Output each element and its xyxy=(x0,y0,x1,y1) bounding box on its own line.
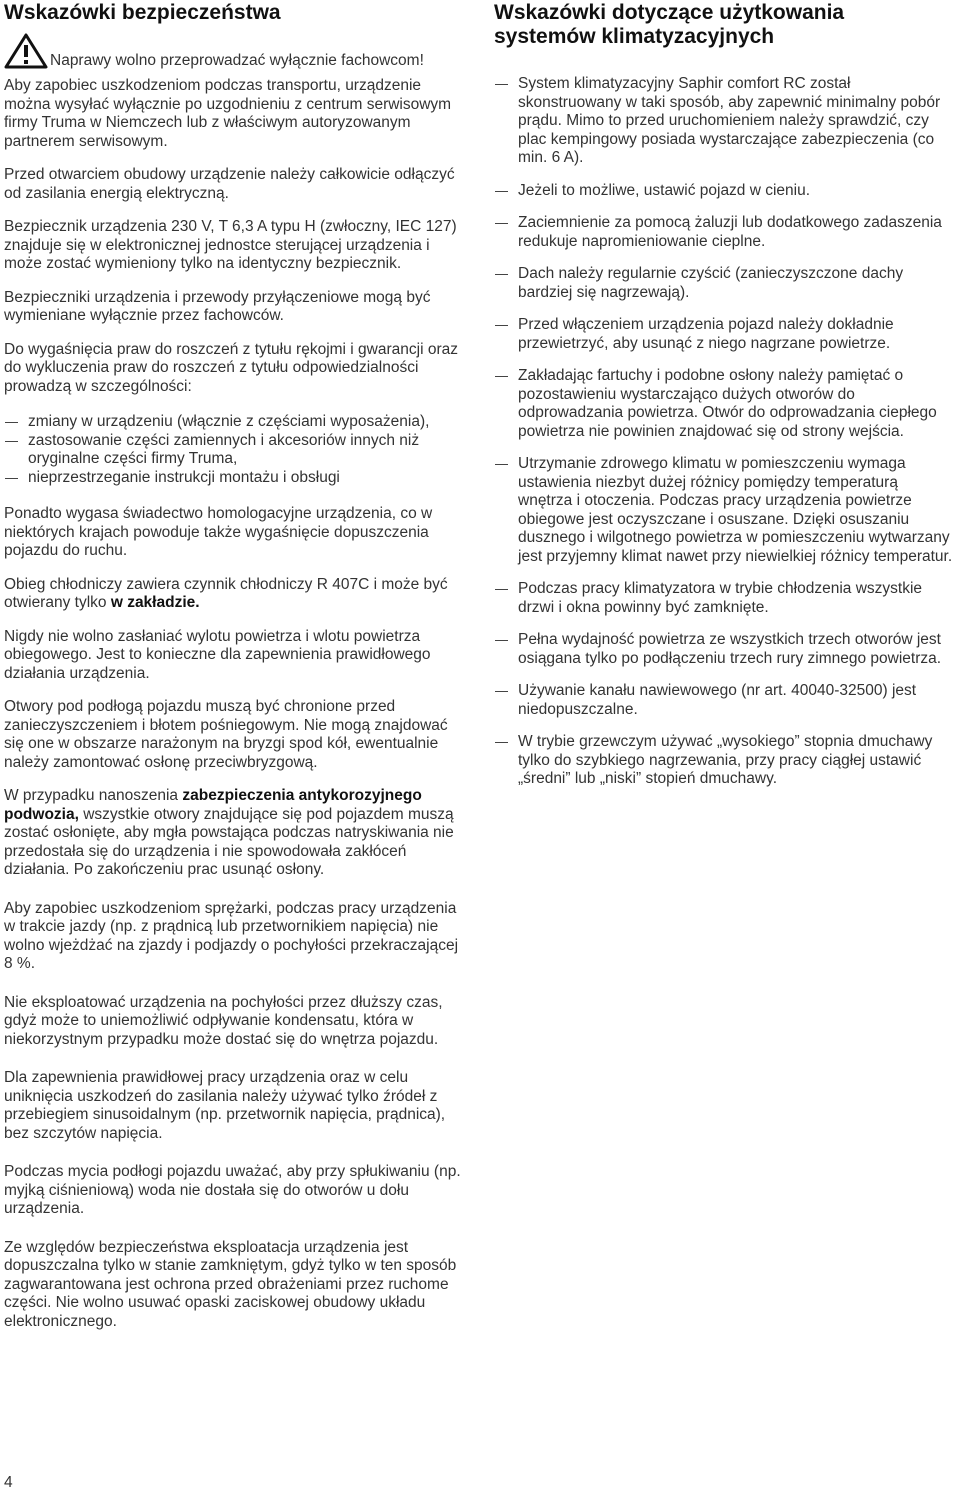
paragraph-floor-openings: Otwory pod podłogą pojazdu muszą być chronione przed zanieczyszczeniem i błotem pośniegowym. Nie mogą znajdować się one w obszarze narażonym na bryzgi spod kół, ewentualnie należy zamontować osłonę przeciwbryzgową. xyxy=(4,698,448,771)
paragraph-fuse-replacement: Bezpieczniki urządzenia i przewody przyłączeniowe mogą być wymieniane wyłącznie przez fachowców. xyxy=(4,288,431,324)
list-item: Dach należy regularnie czyścić (zanieczyszczone dachy bardziej się nagrzewają). xyxy=(494,265,954,302)
anticorrosion-bold: zabezpieczenia antykorozyjnego podwozia, xyxy=(4,787,422,823)
list-item: Przed włączeniem urządzenia pojazd należy dokładnie przewietrzyć, aby usunąć z niego nagrzane powietrze. xyxy=(494,316,954,353)
safety-title: Wskazówki bezpieczeństwa xyxy=(4,1,281,24)
warning-triangle-icon xyxy=(4,33,48,69)
left-column xyxy=(4,0,470,1346)
usage-title xyxy=(494,1,954,49)
paragraph-power-supply: Dla zapewnienia prawidłowej pracy urządzenia oraz w celu uniknięcia uszkodzeń do zasilania należy używać tylko źródeł z przebiegiem sinusoidalnym (np. przetwornik napięcia, prądnica), bez szczytów napięcia. xyxy=(4,1069,446,1142)
paragraph-homologation: Ponadto wygasa świadectwo homologacyjne urządzenia, co w niektórych krajach powoduje także wygaśnięcie dopuszczenia pojazdu do ruchu. xyxy=(4,505,433,559)
paragraph-anticorrosion xyxy=(4,787,470,880)
anticorrosion-post: wszystkie otwory znajdujące się pod pojazdem muszą zostać osłonięte, aby mgła powstająca podczas natryskiwania nie przedostała się do urządzenia i nie spowodowała zakłóceń działania. Po zakończeniu prac usunąć osłony. xyxy=(4,805,454,878)
usage-title-line1: Wskazówki dotyczące użytkowania xyxy=(494,1,845,24)
list-item: Utrzymanie zdrowego klimatu w pomieszczeniu wymaga ustawienia niezbyt dużej różnicy pomiędzy temperaturą wnętrza i otoczenia. Podczas pracy urządzenia powietrze obiegowe jest oczyszczane i osuszane. Dzięki osuszaniu dusznego i wilgotnego powietrza w pomieszczeniu wytwarzany jest przyjemny klimat nawet przy niewielkiej różnicy temperatur. xyxy=(494,455,954,566)
list-item: Używanie kanału nawiewowego (nr art. 40040-32500) jest niedopuszczalne. xyxy=(494,682,954,719)
paragraph-warranty: Do wygaśnięcia praw do roszczeń z tytułu rękojmi i gwarancji oraz do wykluczenia praw do roszczeń z tytułu odpowiedzialności prowadzą w szczególności: xyxy=(4,340,458,395)
list-item: W trybie grzewczym używać „wysokiego” stopnia dmuchawy tylko do szybkiego nagrzewania, przy pracy ciągłej ustawić „średni” lub „niski” stopień dmuchawy. xyxy=(494,733,954,789)
refrigerant-text: Obieg chłodniczy zawiera czynnik chłodniczy R 407C i może być otwierany tylko xyxy=(4,575,448,611)
paragraph-closed-operation: Ze względów bezpieczeństwa eksploatacja urządzenia jest dopuszczalna tylko w stanie zamkniętym, gdyż tylko w ten sposób zagwarantowana jest ochrona przed obrażeniami przez ruchome części. Nie wolno usuwać opaski zaciskowej obudowy układu elektronicznego. xyxy=(4,1238,457,1330)
list-item: Pełna wydajność powietrza ze wszystkich trzech otworów jest osiągana tylko po podłączeniu trzech rury zimnego powietrza. xyxy=(494,631,954,668)
list-item: Zaciemnienie za pomocą żaluzji lub dodatkowego zadaszenia redukuje napromieniowanie cieplne. xyxy=(494,214,954,251)
paragraph-washing: Podczas mycia podłogi pojazdu uważać, aby przy spłukiwaniu (np. myjką ciśnieniową) woda nie dostała się do otworów u dołu urządzenia. xyxy=(4,1163,461,1217)
list-item: System klimatyzacyjny Saphir comfort RC został skonstruowany w taki sposób, aby zapewnić minimalny pobór prądu. Mimo to przed uruchomieniem należy sprawdzić, czy plac kempingowy posiada wystarczające zabezpieczenia (co min. 6 A). xyxy=(494,75,954,168)
list-item: zmiany w urządzeniu (włącznie z częściami wyposażenia), xyxy=(4,413,470,432)
warranty-list xyxy=(4,413,470,487)
list-item: nieprzestrzeganie instrukcji montażu i obsługi xyxy=(4,469,470,488)
refrigerant-bold: w zakładzie. xyxy=(110,594,200,611)
paragraph-slope: Nie eksploatować urządzenia na pochyłości przez dłuższy czas, gdyż może to uniemożliwić odpływanie kondensatu, która w niekorzystnym przypadku może dostać się do wnętrza pojazdu. xyxy=(4,993,443,1048)
list-item: Jeżeli to możliwe, ustawić pojazd w cieniu. xyxy=(494,182,954,201)
list-item: zastosowanie części zamiennych i akcesoriów innych niż oryginalne części firmy Truma, xyxy=(4,432,470,469)
paragraph-compressor: Aby zapobiec uszkodzeniom sprężarki, podczas pracy urządzenia w trakcie jazdy (np. z prądnicą lub przetwornikiem napięcia) nie wolno wjeżdżać na zjazdy i podjazdy o pochyłości przekraczającej 8 %. xyxy=(4,899,459,972)
paragraph-air-outlet: Nigdy nie wolno zasłaniać wylotu powietrza i wlotu powietrza obiegowego. Jest to konieczne dla zapewnienia prawidłowego działania urządzenia. xyxy=(4,627,431,682)
warning-text: Naprawy wolno przeprowadzać wyłącznie fachowcom! xyxy=(50,52,424,69)
warning-row xyxy=(4,33,470,77)
paragraph-fuse: Bezpiecznik urządzenia 230 V, T 6,3 A typu H (zwłoczny, IEC 127) znajduje się w elektronicznej jednostce sterującej urządzenia i może zostać wymieniony tylko na identyczny bezpiecznik. xyxy=(4,218,457,272)
page-number: 4 xyxy=(4,1474,13,1491)
anticorrosion-pre: W przypadku nanoszenia xyxy=(4,787,183,804)
paragraph-refrigerant xyxy=(4,576,470,613)
paragraph-transport: Aby zapobiec uszkodzeniom podczas transportu, urządzenie można wysyłać wyłącznie po uzgodnieniu z centrum serwisowym firmy Truma w Niemczech lub z właściwym autoryzowanym partnerem serwisowym. xyxy=(4,77,452,150)
usage-title-line2: systemów klimatyzacyjnych xyxy=(494,25,775,48)
paragraph-disconnect: Przed otwarciem obudowy urządzenie należy całkowicie odłączyć od zasilania energią elektryczną. xyxy=(4,166,455,202)
right-column xyxy=(494,0,954,803)
list-item: Zakładając fartuchy i podobne osłony należy pamiętać o pozostawieniu wystarczająco dużych otworów do odprowadzania powietrza. Otwór do odprowadzania ciepłego powietrza nie powinien znajdować się od strony wejścia. xyxy=(494,367,954,441)
usage-list xyxy=(494,75,954,789)
list-item: Podczas pracy klimatyzatora w trybie chłodzenia wszystkie drzwi i okna powinny być zamknięte. xyxy=(494,580,954,617)
